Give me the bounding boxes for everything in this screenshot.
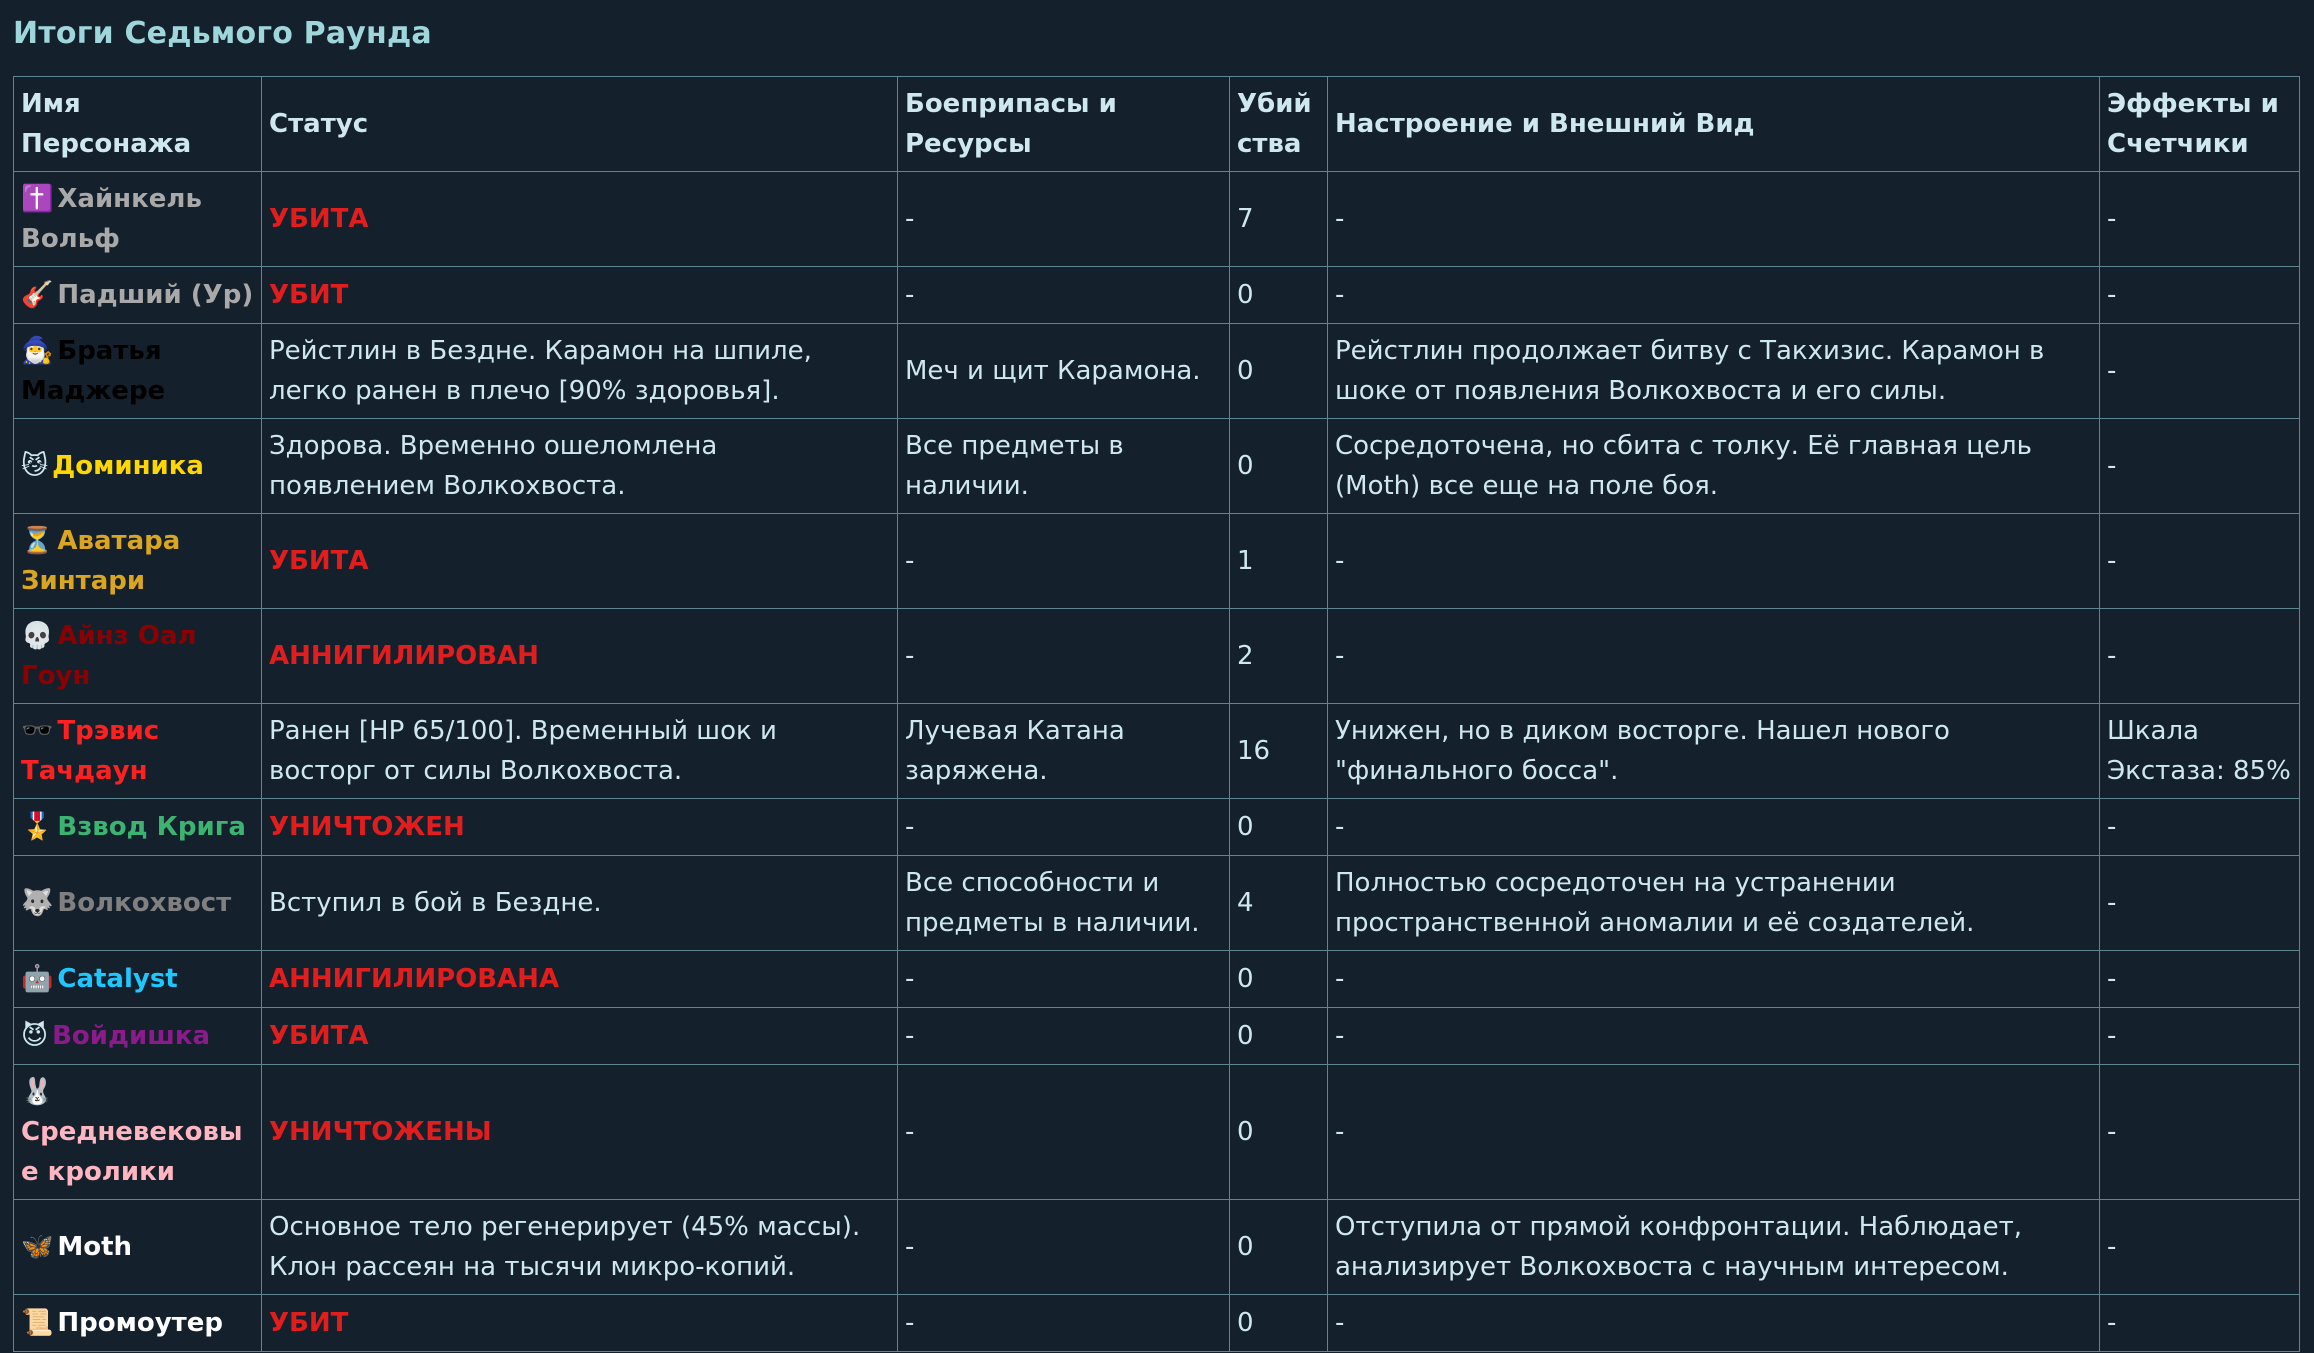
character-emoji-icon: 😈 (21, 1021, 49, 1051)
status-cell: АННИГИЛИРОВАНА (262, 951, 898, 1008)
table-row (14, 172, 2300, 267)
character-name: Айнз Оал Гоун (21, 621, 197, 691)
header-ammo: Боеприпасы и Ресурсы (898, 77, 1230, 172)
ammo-cell: Все предметы в наличии. (898, 419, 1230, 514)
mood-cell: - (1328, 1008, 2100, 1065)
kills-cell: 2 (1230, 609, 1328, 704)
character-name: Взвод Крига (57, 812, 246, 842)
ammo-cell: - (898, 172, 1230, 267)
character-name-cell (14, 951, 262, 1008)
status-cell: УБИТА (262, 514, 898, 609)
effects-cell: - (2100, 799, 2300, 856)
ammo-cell: - (898, 514, 1230, 609)
kills-cell: 0 (1230, 1008, 1328, 1065)
character-name: Волкохвост (57, 888, 232, 918)
character-emoji-icon: ✝️ (21, 184, 54, 214)
mood-cell: Сосредоточена, но сбита с толку. Её главная цель (Moth) все еще на поле боя. (1328, 419, 2100, 514)
effects-cell: - (2100, 419, 2300, 514)
character-name: Хайнкель Вольф (21, 184, 202, 254)
effects-cell: - (2100, 324, 2300, 419)
mood-cell: - (1328, 172, 2100, 267)
character-name: Братья Маджере (21, 336, 166, 406)
character-emoji-icon: 🦋 (21, 1232, 54, 1262)
kills-cell: 0 (1230, 1200, 1328, 1295)
character-name-cell (14, 514, 262, 609)
header-name: Имя Персонажа (14, 77, 262, 172)
character-name: Падший (Ур) (57, 280, 254, 310)
status-cell: Вступил в бой в Бездне. (262, 856, 898, 951)
table-row (14, 609, 2300, 704)
character-emoji-icon: 🧙‍♂️ (21, 336, 54, 366)
ammo-cell: - (898, 799, 1230, 856)
kills-cell: 0 (1230, 1065, 1328, 1200)
mood-cell: - (1328, 267, 2100, 324)
kills-cell: 0 (1230, 951, 1328, 1008)
page-title: Итоги Седьмого Раунда (13, 16, 432, 51)
character-emoji-icon: 🕶️ (21, 716, 54, 746)
status-cell: УНИЧТОЖЕНЫ (262, 1065, 898, 1200)
status-cell: Рейстлин в Бездне. Карамон на шпиле, легко ранен в плечо [90% здоровья]. (262, 324, 898, 419)
table-row (14, 856, 2300, 951)
kills-cell: 0 (1230, 799, 1328, 856)
character-name: Войдишка (52, 1021, 211, 1051)
character-emoji-icon: 🤖 (21, 964, 54, 994)
character-emoji-icon: 💀 (21, 621, 54, 651)
kills-cell: 0 (1230, 419, 1328, 514)
table-header-row (14, 77, 2300, 172)
mood-cell: Унижен, но в диком восторге. Нашел нового "финального босса". (1328, 704, 2100, 799)
kills-cell: 0 (1230, 324, 1328, 419)
mood-cell: Полностью сосредоточен на устранении пространственной аномалии и её создателей. (1328, 856, 2100, 951)
character-name-cell (14, 1295, 262, 1352)
character-emoji-icon: 🐺 (21, 888, 54, 918)
ammo-cell: - (898, 1065, 1230, 1200)
status-cell: АННИГИЛИРОВАН (262, 609, 898, 704)
table-row (14, 1295, 2300, 1352)
effects-cell: - (2100, 267, 2300, 324)
character-name-cell (14, 704, 262, 799)
ammo-cell: - (898, 1008, 1230, 1065)
effects-cell: - (2100, 172, 2300, 267)
effects-cell: Шкала Экстаза: 85% (2100, 704, 2300, 799)
character-name-cell (14, 1200, 262, 1295)
mood-cell: - (1328, 1295, 2100, 1352)
kills-cell: 4 (1230, 856, 1328, 951)
header-effects: Эффекты и Счетчики (2100, 77, 2300, 172)
character-name-cell (14, 419, 262, 514)
ammo-cell: Меч и щит Карамона. (898, 324, 1230, 419)
header-status: Статус (262, 77, 898, 172)
table-row (14, 514, 2300, 609)
status-cell: УНИЧТОЖЕН (262, 799, 898, 856)
character-name-cell (14, 856, 262, 951)
effects-cell: - (2100, 609, 2300, 704)
status-cell: УБИТ (262, 1295, 898, 1352)
character-name: Трэвис Тачдаун (21, 716, 160, 786)
character-name-cell (14, 609, 262, 704)
character-name: Moth (57, 1232, 133, 1262)
status-cell: УБИТА (262, 172, 898, 267)
ammo-cell: - (898, 951, 1230, 1008)
character-name-cell (14, 172, 262, 267)
status-cell: Основное тело регенерирует (45% массы). Клон рассеян на тысячи микро-копий. (262, 1200, 898, 1295)
effects-cell: - (2100, 514, 2300, 609)
mood-cell: Отступила от прямой конфронтации. Наблюдает, анализирует Волкохвоста с научным интересом. (1328, 1200, 2100, 1295)
character-name-cell (14, 1065, 262, 1200)
effects-cell: - (2100, 951, 2300, 1008)
ammo-cell: - (898, 609, 1230, 704)
effects-cell: - (2100, 856, 2300, 951)
character-emoji-icon: 🎖️ (21, 812, 54, 842)
mood-cell: - (1328, 951, 2100, 1008)
ammo-cell: - (898, 1295, 1230, 1352)
status-cell: УБИТА (262, 1008, 898, 1065)
character-name-cell (14, 267, 262, 324)
character-name: Доминика (52, 451, 204, 481)
mood-cell: - (1328, 1065, 2100, 1200)
status-cell: Здорова. Временно ошеломлена появлением Волкохвоста. (262, 419, 898, 514)
table-row (14, 324, 2300, 419)
status-cell: Ранен [HP 65/100]. Временный шок и восторг от силы Волкохвоста. (262, 704, 898, 799)
table-body (14, 172, 2300, 1352)
table-row (14, 1008, 2300, 1065)
ammo-cell: - (898, 267, 1230, 324)
character-emoji-icon: 😼 (21, 451, 49, 481)
kills-cell: 1 (1230, 514, 1328, 609)
character-name: Средневековые кролики (21, 1117, 243, 1187)
character-emoji-icon: ⏳ (21, 526, 54, 556)
table-row (14, 267, 2300, 324)
effects-cell: - (2100, 1065, 2300, 1200)
character-emoji-icon: 🎸 (21, 280, 54, 310)
header-mood: Настроение и Внешний Вид (1328, 77, 2100, 172)
kills-cell: 7 (1230, 172, 1328, 267)
table-row (14, 419, 2300, 514)
character-name-cell (14, 324, 262, 419)
ammo-cell: Все способности и предметы в наличии. (898, 856, 1230, 951)
character-emoji-icon: 📜 (21, 1308, 54, 1338)
character-name: Промоутер (57, 1308, 223, 1338)
character-emoji-icon: 🐰 (21, 1077, 54, 1107)
mood-cell: - (1328, 514, 2100, 609)
character-name-cell (14, 799, 262, 856)
kills-cell: 0 (1230, 267, 1328, 324)
status-cell: УБИТ (262, 267, 898, 324)
mood-cell: - (1328, 799, 2100, 856)
mood-cell: - (1328, 609, 2100, 704)
table-row (14, 704, 2300, 799)
character-name-cell (14, 1008, 262, 1065)
character-name: Аватара Зинтари (21, 526, 181, 596)
character-name: Catalyst (57, 964, 178, 994)
ammo-cell: - (898, 1200, 1230, 1295)
round-results-table (13, 76, 2300, 1352)
kills-cell: 0 (1230, 1295, 1328, 1352)
ammo-cell: Лучевая Катана заряжена. (898, 704, 1230, 799)
effects-cell: - (2100, 1295, 2300, 1352)
table-row (14, 799, 2300, 856)
effects-cell: - (2100, 1008, 2300, 1065)
table-row (14, 1065, 2300, 1200)
header-kills: Убийства (1230, 77, 1328, 172)
table-row (14, 1200, 2300, 1295)
kills-cell: 16 (1230, 704, 1328, 799)
mood-cell: Рейстлин продолжает битву с Такхизис. Карамон в шоке от появления Волкохвоста и его силы. (1328, 324, 2100, 419)
table-row (14, 951, 2300, 1008)
effects-cell: - (2100, 1200, 2300, 1295)
